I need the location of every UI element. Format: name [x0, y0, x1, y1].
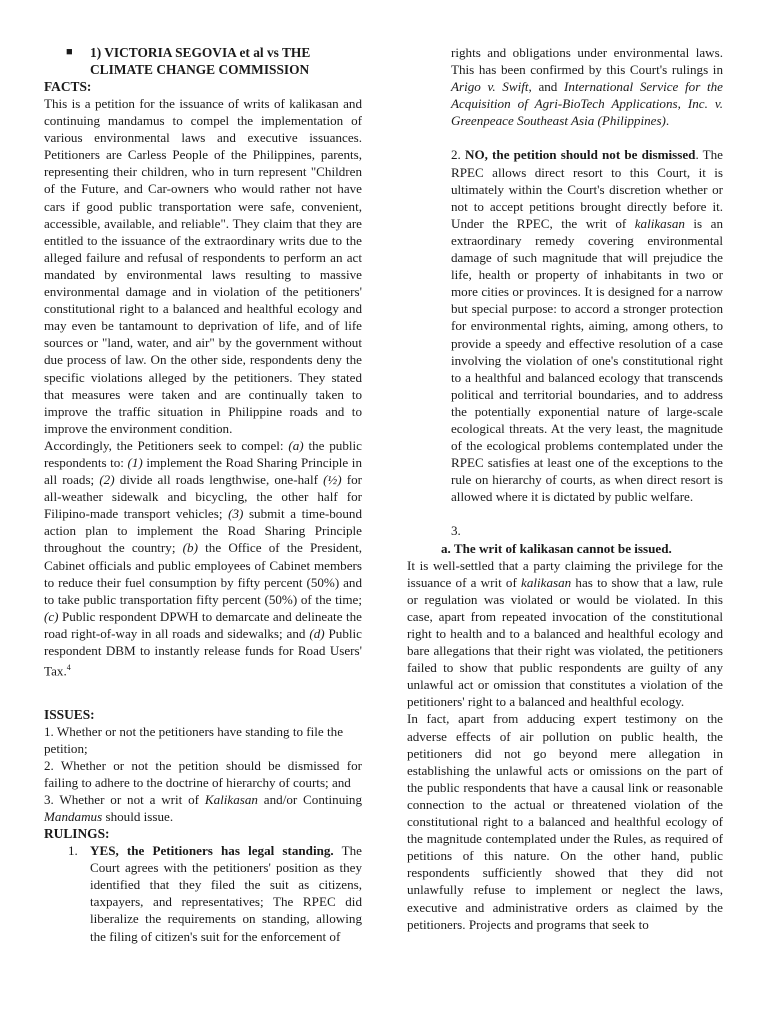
issue-3: 3. Whether or not a writ of Kalikasan and/or Continuing Mandamus should issue. — [44, 791, 362, 825]
ruling-1-text-continued: rights and obligations under environmental laws. This has been confirmed by this Court's rulings in Arigo v. Swift, and International Service for the Acquisition of Agri-BioTech Applications, Inc. v. Greenpeace Southeast Asia (Philippines). — [451, 45, 723, 129]
issue-2: 2. Whether or not the petition should be dismissed for failing to adhere to the doctrine of hierarchy of courts; and — [44, 757, 362, 790]
ruling-3-number: 3. — [451, 523, 461, 539]
ruling-2: 2. NO, the petition should not be dismissed. The RPEC allows direct resort to this Court, it is ultimately within the Court's discretion whether or not to accept petitions brought directly before it. Under the RPEC, the writ of kalikasan is an extraordinary remedy covering environmental damage of such magnitude that will prejudice the life, health or property of inhabitants in two or more cities or provinces. It is designed for a narrow but special purpose: to accord a stronger protection for environmental rights, aiming, among others, to provide a speedy and effective resolution of a case involving the violation of one's constitutional right to a healthful and balanced ecology that transcends political and territorial boundaries, and to address the potentially exponential nature of large-scale ecological threats. At the very least, the magnitude of the ecological problems contemplated under the RPEC satisfies at least one of the exceptions to the rule on hierarchy of courts, as when direct resort is allowed where it is dictated by public welfare. — [451, 147, 724, 505]
facts-heading: FACTS: — [44, 79, 92, 94]
ruling-1 — [44, 842, 362, 945]
issues-heading: ISSUES: — [44, 706, 95, 722]
left-column — [44, 44, 362, 945]
ruling-1-text-start: YES, the Petitioners has legal standing. The Court agrees with the petitioners' position as they identified that they filed the suit as citizens, taxpayers, and representatives; The RPEC did liberalize the requirements on standing, allowing the filing of citizen's suit for the enforcement of — [90, 843, 362, 944]
case-title-text: 1) VICTORIA SEGOVIA et al vs THE CLIMATE CHANGE COMMISSION — [90, 45, 311, 77]
rulings-heading: RULINGS: — [44, 826, 110, 842]
ruling-3-subheading: a. The writ of kalikasan cannot be issued. — [441, 540, 672, 556]
issue-1: 1. Whether or not the petitioners have standing to file the petition; — [44, 723, 344, 756]
ruling-3-paragraph-1: It is well-settled that a party claiming the privilege for the issuance of a writ of kalikasan has to show that a law, rule or regulation was violated or would be violated. In this case, apart from repeated invocation of the constitutional right to health and to a balanced and healthful ecology and bare allegations that their right was violated, the petitioners failed to show that public respondents are guilty of any unlawful act or omission that constitutes a violation of the petitioners' right to a balanced and healthful ecology. — [407, 557, 723, 710]
footnote-marker: 4 — [66, 663, 71, 673]
right-column — [407, 44, 723, 933]
ruling-1-number: 1. — [68, 843, 78, 859]
case-title — [66, 44, 362, 78]
facts-paragraph-2: Accordingly, the Petitioners seek to compel: (a) the public respondents to: (1) implement the Road Sharing Principle in all roads; (2) divide all roads lengthwise, one-half (½) for all-weather sidewalk and bicycling, the other half for Filipino-made transport vehicles; (3) submit a time-bound action plan to implement the Road Sharing Principle throughout the country; (b) the Office of the President, Cabinet officials and public employees of Cabinet members to reduce their fuel consumption by fifty percent (50%) and to take public transportation fifty percent (50%) of the time; (c) Public respondent DPWH to demarcate and delineate the road right-of-way in all roads and sidewalks; and (d) Public respondent DBM to instantly release funds for Road Users' Tax.$^4$ — [44, 437, 362, 679]
square-bullet-icon: ■ — [66, 46, 73, 58]
facts-paragraph-1: This is a petition for the issuance of writs of kalikasan and continuing mandamus to compel the implementation of various environmental laws and executive issuances. Petitioners are Carless People of the Philippines, parents, representing their children, who in turn represent "Children of the Future, and Car-owners who would rather not have cars if good public transportation were safe, convenient, accessible, available, and reliable". They claim that they are entitled to the issuance of the extraordinary writs due to the alleged failure and refusal of respondents to perform an act mandated by environmental laws resulting to massive environmental damage and in violation of the petitioners' constitutional right to a balanced and healthful ecology and may even be tantamount to deprivation of life, and of life sources or "land, water, and air" by the government without due process of law. On the other side, respondents deny the specific violations alleged by the petitioners. They stated that measures were taken and are continually taken to improve the traffic situation in Philippine roads and to improve the environment condition. — [44, 96, 362, 436]
ruling-3-paragraph-2: In fact, apart from adducing expert testimony on the adverse effects of air pollution on public health, the petitioners did not go beyond mere allegation in establishing the unlawful acts or omissions on the part of the public respondents that have a causal link or reasonable connection to the actual or threatened violation of the constitutional right to a balanced and healthful ecology of the magnitude contemplated under the Rules, as required of petitions of this nature. On the other hand, public respondents sufficiently showed that they did not unlawfully refuse to implement or neglect the laws, executive and administrative orders as claimed by the petitioners. Projects and programs that seek to — [407, 711, 723, 932]
